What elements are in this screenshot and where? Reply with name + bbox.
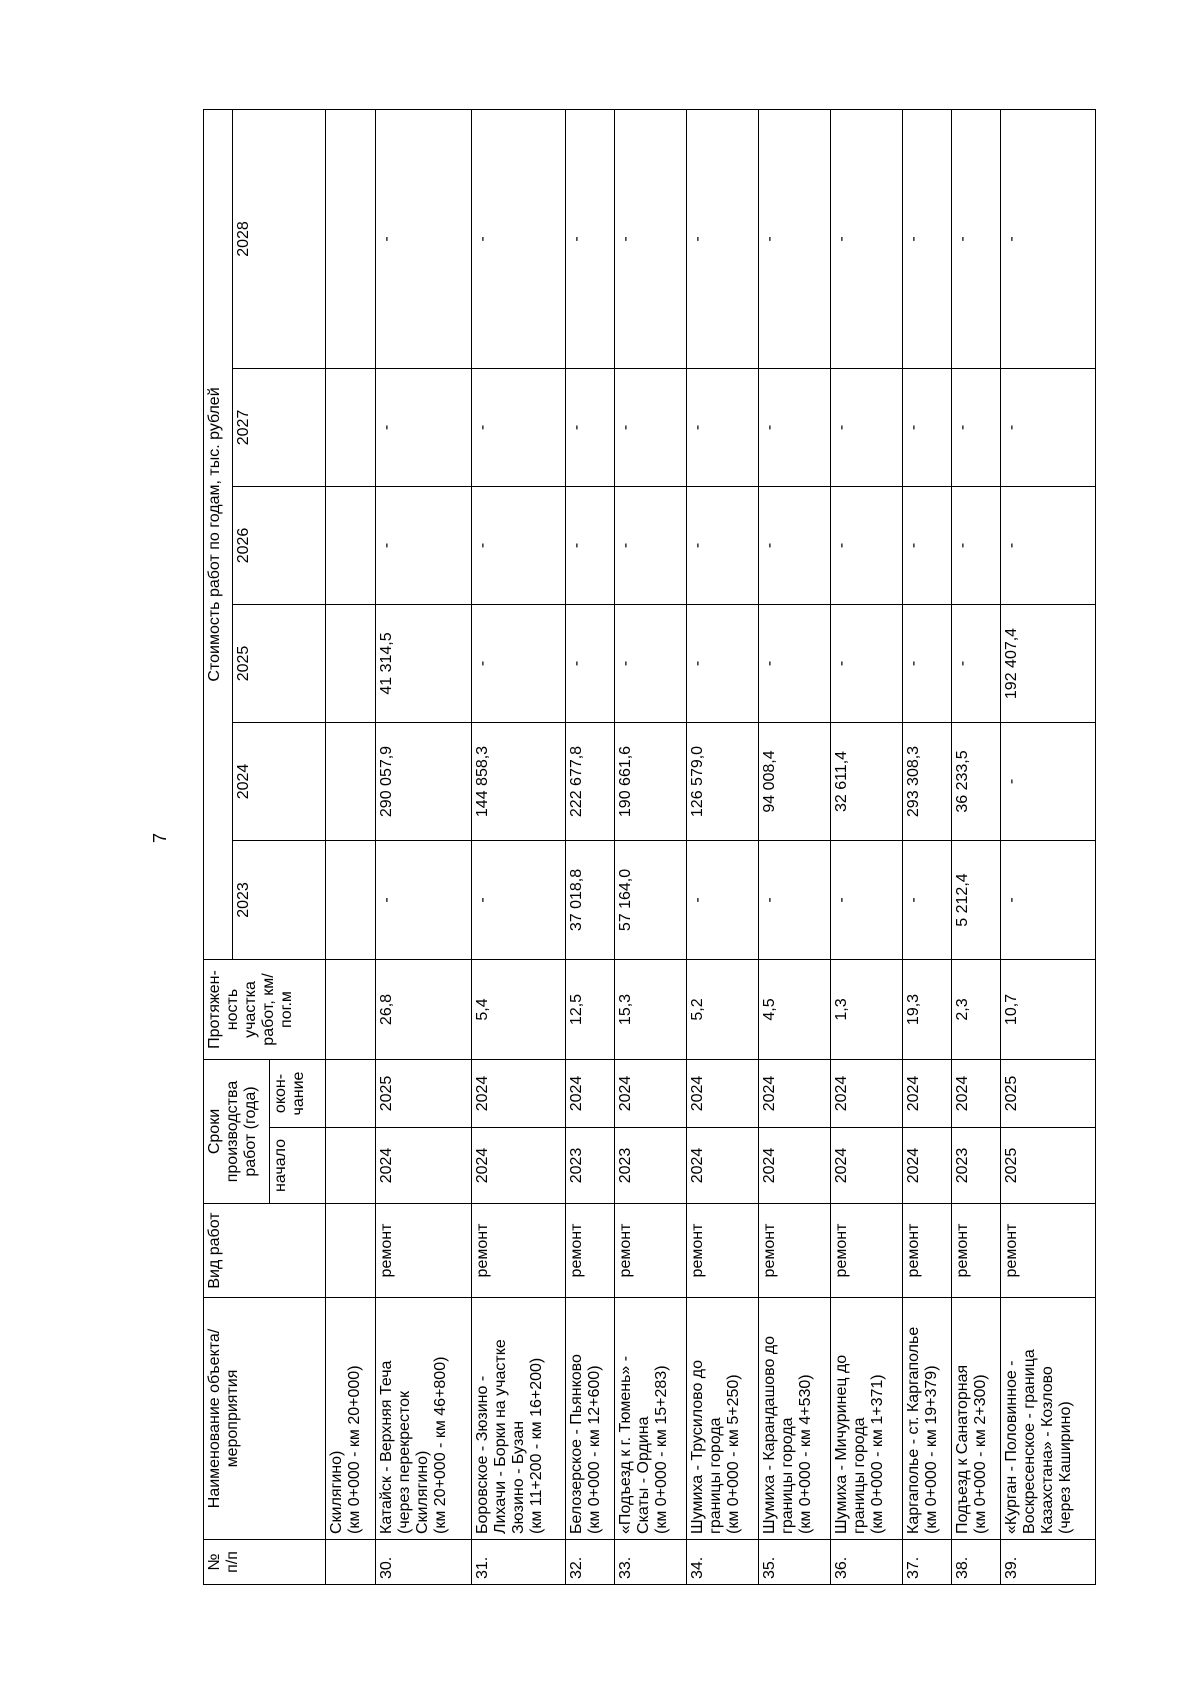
row-work-type: ремонт bbox=[759, 1204, 831, 1298]
name-line: «Курган - Половинное - bbox=[1003, 1360, 1020, 1534]
row-end-year: 2025 bbox=[1001, 1060, 1096, 1128]
works-table bbox=[203, 109, 1096, 1585]
row-cost-2024: 32 611,4 bbox=[831, 723, 903, 841]
header-end: окон-чание bbox=[270, 1060, 326, 1128]
table-row bbox=[566, 109, 615, 1584]
name-line: (км 0+000 - км 2+300) bbox=[972, 1374, 989, 1534]
row-length: 19,3 bbox=[903, 960, 952, 1060]
row-cost-2026: - bbox=[1001, 487, 1096, 605]
name-line: (через перекресток bbox=[396, 1391, 413, 1534]
page-number: 7 bbox=[150, 833, 170, 844]
row-work-type: ремонт bbox=[952, 1204, 1001, 1298]
cell-num bbox=[326, 1540, 376, 1585]
row-start-year: 2024 bbox=[831, 1128, 903, 1204]
row-name bbox=[903, 1298, 952, 1540]
name-line: (через Каширино) bbox=[1057, 1401, 1074, 1534]
row-start-year: 2023 bbox=[566, 1128, 615, 1204]
row-start-year: 2024 bbox=[376, 1128, 472, 1204]
row-end-year: 2024 bbox=[903, 1060, 952, 1128]
row-cost-2028: - bbox=[615, 109, 687, 368]
row-length: 1,3 bbox=[831, 960, 903, 1060]
name-line: Каргаполье - ст. Каргаполье bbox=[905, 1326, 922, 1534]
row-end-year: 2025 bbox=[376, 1060, 472, 1128]
table-row-continuation bbox=[326, 109, 376, 1584]
name-line: Казахстана» - Козлово bbox=[1039, 1366, 1056, 1534]
header-start: начало bbox=[270, 1128, 326, 1204]
header-length: Протяжен-ность участка работ, км/пог.м bbox=[204, 960, 326, 1060]
row-cost-2024: - bbox=[1001, 723, 1096, 841]
row-cost-2027: - bbox=[759, 369, 831, 487]
name-line: «Подъезд к г. Тюмень» - bbox=[617, 1355, 634, 1534]
row-length: 15,3 bbox=[615, 960, 687, 1060]
row-cost-2027: - bbox=[566, 369, 615, 487]
header-year-2026: 2026 bbox=[233, 487, 326, 605]
row-cost-2024: 94 008,4 bbox=[759, 723, 831, 841]
row-work-type: ремонт bbox=[472, 1204, 566, 1298]
row-cost-2028: - bbox=[759, 109, 831, 368]
name-line: Катайск - Верхняя Теча bbox=[378, 1360, 395, 1534]
rotated-table-container bbox=[203, 110, 1074, 1585]
row-cost-2024: 126 579,0 bbox=[687, 723, 759, 841]
row-end-year: 2024 bbox=[472, 1060, 566, 1128]
row-cost-2023: - bbox=[903, 841, 952, 960]
row-start-year: 2025 bbox=[1001, 1128, 1096, 1204]
row-number: 33. bbox=[615, 1540, 687, 1585]
row-cost-2023: - bbox=[831, 841, 903, 960]
name-line: (км 0+000 - км 5+250) bbox=[725, 1374, 742, 1534]
name-line: границы города bbox=[851, 1417, 868, 1534]
row-length: 5,4 bbox=[472, 960, 566, 1060]
table-row bbox=[472, 109, 566, 1584]
row-work-type: ремонт bbox=[566, 1204, 615, 1298]
row-cost-2028: - bbox=[952, 109, 1001, 368]
row-cost-2024: 36 233,5 bbox=[952, 723, 1001, 841]
header-year-2025: 2025 bbox=[233, 605, 326, 723]
header-year-2028: 2028 bbox=[233, 109, 326, 368]
row-end-year: 2024 bbox=[831, 1060, 903, 1128]
row-name bbox=[687, 1298, 759, 1540]
row-cost-2025: - bbox=[472, 605, 566, 723]
row-cost-2023: - bbox=[376, 841, 472, 960]
row-start-year: 2024 bbox=[687, 1128, 759, 1204]
name-line: Скилягино) bbox=[414, 1450, 431, 1534]
row-length: 10,7 bbox=[1001, 960, 1096, 1060]
row-end-year: 2024 bbox=[952, 1060, 1001, 1128]
row-name bbox=[472, 1298, 566, 1540]
table-body bbox=[376, 109, 1096, 1584]
row-length: 26,8 bbox=[376, 960, 472, 1060]
row-cost-2025: 41 314,5 bbox=[376, 605, 472, 723]
name-line: Шумиха - Трусилово до bbox=[689, 1359, 706, 1534]
row-work-type: ремонт bbox=[376, 1204, 472, 1298]
row-start-year: 2023 bbox=[615, 1128, 687, 1204]
row-work-type: ремонт bbox=[903, 1204, 952, 1298]
name-line: (км 0+000 - км 19+379) bbox=[923, 1365, 940, 1534]
row-name bbox=[615, 1298, 687, 1540]
row-cost-2025: 192 407,4 bbox=[1001, 605, 1096, 723]
row-length: 5,2 bbox=[687, 960, 759, 1060]
row-cost-2025: - bbox=[566, 605, 615, 723]
name-line: Шумиха - Мичуринец до bbox=[833, 1354, 850, 1534]
row-name bbox=[952, 1298, 1001, 1540]
name-line: (км 0+000 - км 12+600) bbox=[586, 1365, 603, 1534]
row-cost-2025: - bbox=[687, 605, 759, 723]
row-cost-2026: - bbox=[376, 487, 472, 605]
name-line: Белозерское - Пьянково bbox=[568, 1354, 585, 1534]
name-line: границы города bbox=[779, 1417, 796, 1534]
row-cost-2026: - bbox=[615, 487, 687, 605]
header-year-2027: 2027 bbox=[233, 369, 326, 487]
name-line: Воскресенское - граница bbox=[1021, 1349, 1038, 1534]
name-line: Шумиха - Карандашово до bbox=[761, 1335, 778, 1534]
row-cost-2023: - bbox=[472, 841, 566, 960]
row-length: 4,5 bbox=[759, 960, 831, 1060]
row-cost-2027: - bbox=[903, 369, 952, 487]
name-line: Лихачи - Борки на участке bbox=[492, 1339, 509, 1534]
row-number: 34. bbox=[687, 1540, 759, 1585]
row-cost-2028: - bbox=[903, 109, 952, 368]
header-row-top bbox=[204, 109, 233, 1584]
row-cost-2026: - bbox=[687, 487, 759, 605]
row-cost-2025: - bbox=[615, 605, 687, 723]
row-cost-2024: 293 308,3 bbox=[903, 723, 952, 841]
row-work-type: ремонт bbox=[1001, 1204, 1096, 1298]
row-cost-2028: - bbox=[376, 109, 472, 368]
table-row bbox=[903, 109, 952, 1584]
row-cost-2024: 222 677,8 bbox=[566, 723, 615, 841]
row-cost-2025: - bbox=[759, 605, 831, 723]
row-end-year: 2024 bbox=[615, 1060, 687, 1128]
header-name: Наименование объекта/ мероприятия bbox=[204, 1298, 326, 1540]
row-cost-2023: 37 018,8 bbox=[566, 841, 615, 960]
row-number: 39. bbox=[1001, 1540, 1096, 1585]
row-start-year: 2024 bbox=[759, 1128, 831, 1204]
row-cost-2023: 57 164,0 bbox=[615, 841, 687, 960]
row-number: 32. bbox=[566, 1540, 615, 1585]
row-start-year: 2023 bbox=[952, 1128, 1001, 1204]
table-row bbox=[831, 109, 903, 1584]
row-end-year: 2024 bbox=[687, 1060, 759, 1128]
row-number: 36. bbox=[831, 1540, 903, 1585]
row-cost-2023: - bbox=[1001, 841, 1096, 960]
cell-name bbox=[326, 1298, 376, 1540]
row-cost-2027: - bbox=[952, 369, 1001, 487]
row-name bbox=[759, 1298, 831, 1540]
name-line: (км 0+000 - км 4+530) bbox=[797, 1374, 814, 1534]
row-cost-2023: 5 212,4 bbox=[952, 841, 1001, 960]
row-number: 38. bbox=[952, 1540, 1001, 1585]
row-work-type: ремонт bbox=[687, 1204, 759, 1298]
name-line: границы города bbox=[707, 1417, 724, 1534]
row-cost-2026: - bbox=[472, 487, 566, 605]
header-num: № п/п bbox=[204, 1540, 326, 1585]
row-cost-2026: - bbox=[831, 487, 903, 605]
row-number: 30. bbox=[376, 1540, 472, 1585]
row-cost-2026: - bbox=[759, 487, 831, 605]
row-cost-2024: 290 057,9 bbox=[376, 723, 472, 841]
row-start-year: 2024 bbox=[472, 1128, 566, 1204]
table-row bbox=[952, 109, 1001, 1584]
row-cost-2027: - bbox=[687, 369, 759, 487]
name-line: (км 0+000 - км 15+283) bbox=[653, 1365, 670, 1534]
name-line: Зюзино - Бузан bbox=[510, 1420, 527, 1534]
row-name bbox=[566, 1298, 615, 1540]
row-cost-2025: - bbox=[952, 605, 1001, 723]
header-cost: Стоимость работ по годам, тыс. рублей bbox=[204, 109, 233, 959]
name-line: (км 20+000 - км 46+800) bbox=[432, 1356, 449, 1534]
row-cost-2023: - bbox=[687, 841, 759, 960]
name-line: Скилягино) bbox=[328, 1450, 345, 1534]
name-line: (км 0+000 - км 1+371) bbox=[869, 1374, 886, 1534]
row-cost-2027: - bbox=[831, 369, 903, 487]
table-row bbox=[615, 109, 687, 1584]
row-name bbox=[831, 1298, 903, 1540]
row-cost-2027: - bbox=[376, 369, 472, 487]
row-cost-2023: - bbox=[759, 841, 831, 960]
name-line: Боровское - Зюзино - bbox=[474, 1375, 491, 1534]
row-end-year: 2024 bbox=[759, 1060, 831, 1128]
row-end-year: 2024 bbox=[566, 1060, 615, 1128]
header-type: Вид работ bbox=[204, 1204, 326, 1298]
row-work-type: ремонт bbox=[831, 1204, 903, 1298]
row-length: 2,3 bbox=[952, 960, 1001, 1060]
row-cost-2028: - bbox=[1001, 109, 1096, 368]
row-cost-2028: - bbox=[566, 109, 615, 368]
row-cost-2024: 190 661,6 bbox=[615, 723, 687, 841]
row-cost-2027: - bbox=[472, 369, 566, 487]
header-year-2023: 2023 bbox=[233, 841, 326, 960]
row-cost-2024: 144 858,3 bbox=[472, 723, 566, 841]
name-line: (км 0+000 - км 20+000) bbox=[346, 1365, 363, 1534]
row-cost-2027: - bbox=[615, 369, 687, 487]
table-row bbox=[376, 109, 472, 1584]
name-line: Подъезд к Санаторная bbox=[954, 1364, 971, 1534]
header-terms: Сроки производства работ (года) bbox=[204, 1060, 270, 1204]
row-cost-2026: - bbox=[566, 487, 615, 605]
table-row bbox=[759, 109, 831, 1584]
row-name bbox=[376, 1298, 472, 1540]
name-line: Скаты - Ордина bbox=[635, 1416, 652, 1534]
row-cost-2025: - bbox=[903, 605, 952, 723]
row-cost-2026: - bbox=[903, 487, 952, 605]
table-row bbox=[1001, 109, 1096, 1584]
header-year-2024: 2024 bbox=[233, 723, 326, 841]
row-cost-2025: - bbox=[831, 605, 903, 723]
row-length: 12,5 bbox=[566, 960, 615, 1060]
row-name bbox=[1001, 1298, 1096, 1540]
row-cost-2028: - bbox=[831, 109, 903, 368]
row-number: 35. bbox=[759, 1540, 831, 1585]
row-start-year: 2024 bbox=[903, 1128, 952, 1204]
row-cost-2028: - bbox=[687, 109, 759, 368]
row-cost-2027: - bbox=[1001, 369, 1096, 487]
row-work-type: ремонт bbox=[615, 1204, 687, 1298]
name-line: (км 11+200 - км 16+200) bbox=[528, 1357, 545, 1534]
row-number: 31. bbox=[472, 1540, 566, 1585]
row-cost-2028: - bbox=[472, 109, 566, 368]
row-cost-2026: - bbox=[952, 487, 1001, 605]
table-row bbox=[687, 109, 759, 1584]
row-number: 37. bbox=[903, 1540, 952, 1585]
